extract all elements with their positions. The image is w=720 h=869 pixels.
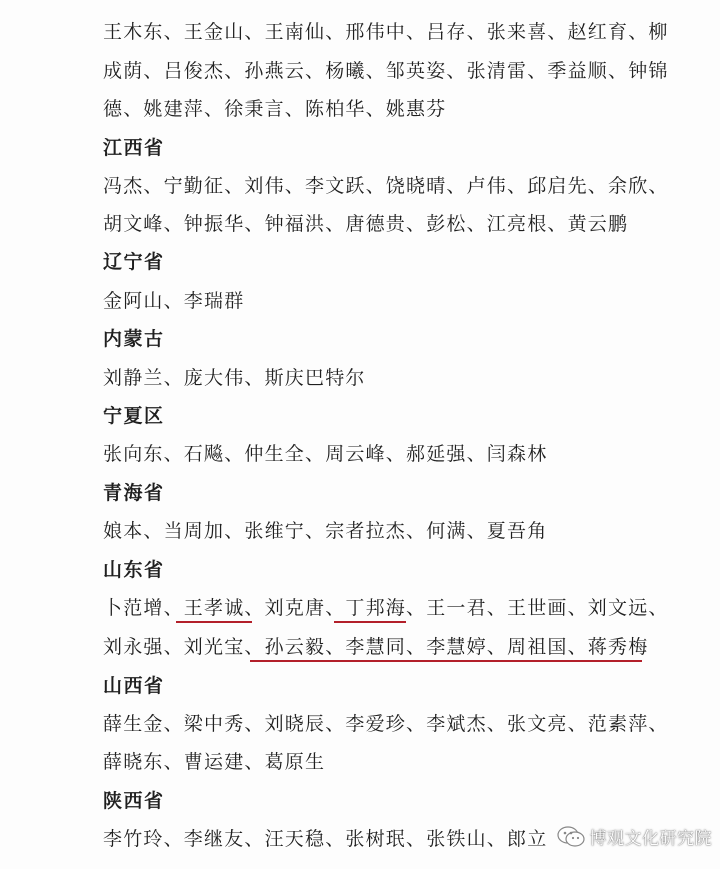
watermark bbox=[556, 824, 713, 849]
name-list-line: 卜范增、王孝诚、刘克唐、丁邦海、王一君、王世画、刘文远、 bbox=[103, 597, 669, 619]
province-heading-shaanxi: 陕西省 bbox=[103, 790, 165, 812]
name-list-line: 李竹玲、李继友、汪天稳、张树珉、张铁山、郎立 bbox=[103, 828, 548, 850]
name-list-line: 薛晓东、曹运建、葛原生 bbox=[103, 751, 326, 773]
red-underline bbox=[176, 621, 252, 623]
name-list-line: 胡文峰、钟振华、钟福洪、唐德贵、彭松、江亮根、黄云鹏 bbox=[103, 213, 629, 235]
name-list-line: 张向东、石飚、仲生全、周云峰、郝延强、闫森林 bbox=[103, 443, 548, 465]
name-list-line: 刘永强、刘光宝、孙云毅、李慧同、李慧婷、周祖国、蒋秀梅 bbox=[103, 636, 649, 658]
province-heading-qinghai: 青海省 bbox=[103, 482, 165, 504]
name-list-line: 王木东、王金山、王南仙、邢伟中、吕存、张来喜、赵红育、柳 bbox=[103, 21, 669, 43]
red-underline bbox=[250, 660, 642, 662]
red-underline bbox=[334, 621, 406, 623]
province-heading-ningxia: 宁夏区 bbox=[103, 405, 165, 427]
province-heading-jiangxi: 江西省 bbox=[103, 137, 165, 159]
name-list-line: 成荫、吕俊杰、孙燕云、杨曦、邹英姿、张清雷、季益顺、钟锦 bbox=[103, 60, 669, 82]
watermark-text: 博观文化研究院 bbox=[589, 829, 712, 849]
province-heading-shanxi: 山西省 bbox=[103, 675, 165, 697]
wechat-icon bbox=[556, 825, 586, 849]
province-heading-neimenggu: 内蒙古 bbox=[103, 328, 165, 350]
name-list-line: 娘本、当周加、张维宁、宗者拉杰、何满、夏吾角 bbox=[103, 520, 548, 542]
name-list-line: 薛生金、梁中秀、刘晓辰、李爱珍、李斌杰、张文亮、范素萍、 bbox=[103, 713, 669, 735]
province-heading-shandong: 山东省 bbox=[103, 559, 165, 581]
name-list-line: 刘静兰、庞大伟、斯庆巴特尔 bbox=[103, 367, 366, 389]
name-list-line: 冯杰、宁勤征、刘伟、李文跃、饶晓晴、卢伟、邱启先、余欣、 bbox=[103, 175, 669, 197]
name-list-line: 金阿山、李瑞群 bbox=[103, 290, 245, 312]
name-list-line: 德、姚建萍、徐秉言、陈柏华、姚惠芬 bbox=[103, 98, 447, 120]
province-heading-liaoning: 辽宁省 bbox=[103, 251, 165, 273]
